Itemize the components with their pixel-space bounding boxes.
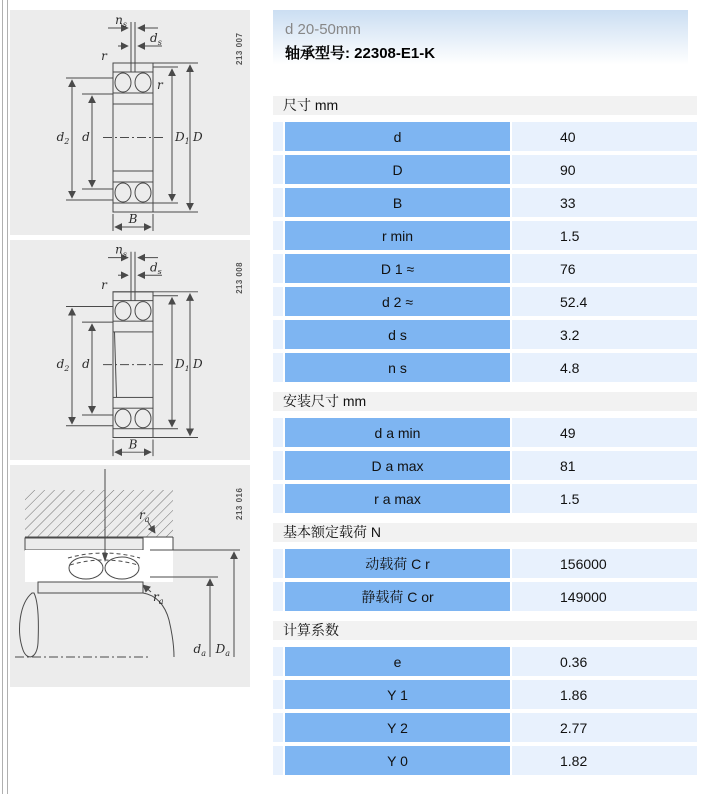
dim-label-d2: $d_2$ [56, 357, 70, 373]
spec-row [273, 451, 697, 480]
dim-label-D: D [192, 357, 203, 372]
roller [135, 183, 151, 202]
row-strip [273, 418, 283, 447]
dim-label-ds: $d_s$ [150, 31, 162, 47]
bearing-column [103, 22, 163, 212]
dim-label-D: D [193, 130, 203, 144]
row-label: Y 0 [285, 746, 510, 775]
inner-ring-hatch-bottom [113, 171, 153, 182]
dim-label-ra-top: $r_a$ [139, 508, 150, 524]
drawing-box-cross-section-tapered [10, 240, 250, 460]
outer-ring-hatch-top [113, 63, 153, 72]
dim-label-ra-bottom: $r_a$ [153, 590, 164, 606]
dim-label-Da: $D_a$ [215, 642, 230, 658]
roller [135, 302, 151, 321]
row-value: 1.5 [512, 221, 697, 250]
section-title: 计算系数 [273, 621, 697, 640]
roller [115, 302, 131, 321]
section-title: 安装尺寸 mm [273, 392, 697, 411]
row-strip [273, 353, 283, 382]
row-label: d 2 ≈ [285, 287, 510, 316]
outer-ring-hatch-top [113, 292, 153, 301]
row-strip [273, 188, 283, 217]
row-label: Y 1 [285, 680, 510, 709]
bearing-model-title: 轴承型号: 22308-E1-K [285, 45, 436, 62]
spec-row [273, 713, 697, 742]
row-label: r min [285, 221, 510, 250]
inner-ring-hatch [38, 582, 143, 593]
spec-row [273, 254, 697, 283]
row-value: 1.86 [512, 680, 697, 709]
row-strip [273, 549, 283, 578]
inner-ring-hatch-top [113, 321, 153, 332]
spec-column [273, 10, 697, 779]
roller [135, 409, 151, 428]
row-strip [273, 746, 283, 775]
mounting-dimensions-drawing [10, 465, 250, 687]
row-value: 76 [512, 254, 697, 283]
drawing-code-label: 213 008 [234, 262, 245, 294]
row-value: 0.36 [512, 647, 697, 676]
row-strip [273, 320, 283, 349]
dim-label-B: B [128, 212, 138, 226]
row-label: d [285, 122, 510, 151]
page-header [273, 10, 688, 86]
row-strip [273, 582, 283, 611]
dim-label-D1: $D_1$ [175, 130, 190, 146]
roller [115, 183, 131, 202]
row-value: 81 [512, 451, 697, 480]
row-label: 动载荷 C r [285, 549, 510, 578]
dim-label-r-top: r [101, 49, 107, 63]
row-label: B [285, 188, 510, 217]
spec-row [273, 155, 697, 184]
row-label: D 1 ≈ [285, 254, 510, 283]
spec-row [273, 418, 697, 447]
housing-section [25, 490, 173, 550]
row-strip [273, 713, 283, 742]
roller [115, 409, 131, 428]
spec-row [273, 484, 697, 513]
spec-row [273, 287, 697, 316]
dim-label-B: B [128, 437, 138, 452]
dim-label-ns: $n_s$ [115, 242, 127, 259]
spec-row [273, 582, 697, 611]
dim-label-d: d [82, 357, 90, 372]
dim-label-r-top: r [101, 278, 107, 292]
spec-table [273, 96, 697, 775]
dim-label-d2: $d_2$ [56, 130, 70, 146]
dim-label-D1: $D_1$ [175, 357, 190, 373]
row-value: 156000 [512, 549, 697, 578]
row-label: n s [285, 353, 510, 382]
roller [115, 73, 131, 92]
outer-ring-hatch-bottom [113, 429, 153, 438]
inner-ring-hatch-top [113, 93, 153, 104]
drawing-box-cross-section [10, 10, 250, 235]
row-value: 52.4 [512, 287, 697, 316]
dim-label-da: $d_a$ [193, 642, 206, 658]
row-label: d s [285, 320, 510, 349]
drawing-box-mounting [10, 465, 250, 687]
row-value: 40 [512, 122, 697, 151]
row-label: 静载荷 C or [285, 582, 510, 611]
drawing-code-label: 213 007 [235, 32, 244, 65]
row-value: 3.2 [512, 320, 697, 349]
row-value: 1.82 [512, 746, 697, 775]
row-strip [273, 155, 283, 184]
row-strip [273, 647, 283, 676]
row-strip [273, 221, 283, 250]
bore-range-label: d 20-50mm [285, 21, 361, 38]
spec-row [273, 320, 697, 349]
row-value: 33 [512, 188, 697, 217]
row-label: d a min [285, 418, 510, 447]
outer-ring-hatch-bottom [113, 203, 153, 212]
spec-row [273, 647, 697, 676]
dim-label-d: d [82, 130, 90, 144]
row-label: r a max [285, 484, 510, 513]
page-left-border-line [2, 0, 3, 794]
section-title: 尺寸 mm [273, 96, 697, 115]
spec-row [273, 221, 697, 250]
dim-label-ns: $n_s$ [115, 13, 127, 29]
outer-ring-seat-hatch [25, 538, 143, 550]
row-strip [273, 122, 283, 151]
row-strip [273, 254, 283, 283]
spec-row [273, 746, 697, 775]
row-label: e [285, 647, 510, 676]
inner-ring-hatch-bottom [113, 397, 153, 408]
bearing-cross-section-drawing [10, 10, 250, 235]
roller [135, 73, 151, 92]
row-strip [273, 287, 283, 316]
spec-row [273, 353, 697, 382]
row-value: 90 [512, 155, 697, 184]
row-strip [273, 451, 283, 480]
row-label: D a max [285, 451, 510, 480]
row-strip [273, 680, 283, 709]
row-value: 49 [512, 418, 697, 447]
row-value: 2.77 [512, 713, 697, 742]
row-value: 149000 [512, 582, 697, 611]
row-strip [273, 484, 283, 513]
row-label: Y 2 [285, 713, 510, 742]
row-value: 4.8 [512, 353, 697, 382]
shaft-section [15, 593, 174, 657]
spec-row [273, 680, 697, 709]
spec-row [273, 549, 697, 578]
dim-label-ds: $d_s$ [150, 260, 162, 277]
row-label: D [285, 155, 510, 184]
bearing-cross-section-tapered-drawing [10, 240, 250, 460]
spec-row [273, 122, 697, 151]
section-title: 基本额定载荷 N [273, 523, 697, 542]
row-value: 1.5 [512, 484, 697, 513]
bearing-column [103, 252, 163, 438]
page-left-border-line-2 [7, 0, 8, 794]
shaft-shoulder-hatch [20, 593, 39, 657]
spec-row [273, 188, 697, 217]
drawing-code-label: 213 016 [235, 487, 244, 520]
dim-label-r-side: r [157, 78, 163, 92]
drawings-column [10, 10, 250, 692]
